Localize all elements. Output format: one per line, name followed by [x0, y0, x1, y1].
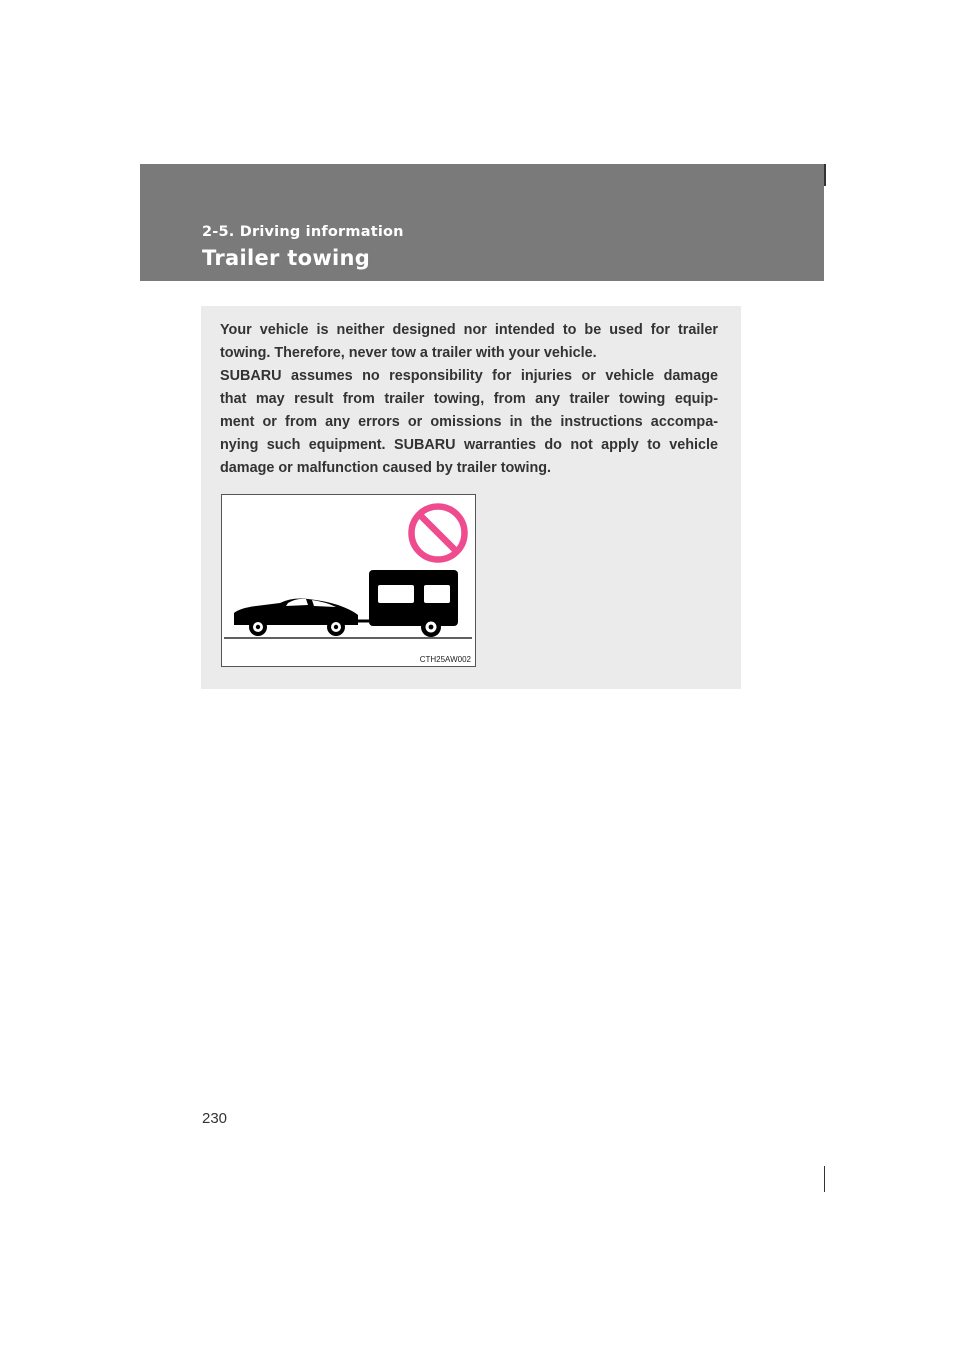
towing-illustration	[221, 494, 476, 667]
notice-line: nying such equipment. SUBARU warranties do not apply to vehicle	[220, 437, 718, 453]
notice-line: ment or from any errors or omissions in the instructions accompa-	[220, 414, 718, 430]
notice-line: towing. Therefore, never tow a trailer with your vehicle.	[220, 345, 597, 361]
car-icon	[234, 599, 372, 637]
notice-line: Your vehicle is neither designed nor intended to be used for trailer	[220, 322, 718, 338]
notice-line: damage or malfunction caused by trailer towing.	[220, 460, 552, 476]
notice-line: SUBARU assumes no responsibility for injuries or vehicle damage	[220, 368, 718, 384]
figure-code: CTH25AW002	[419, 655, 471, 664]
page-title: Trailer towing	[202, 246, 371, 270]
notice-text	[220, 319, 718, 480]
section-label: 2-5. Driving information	[202, 224, 404, 240]
page-number: 230	[202, 1110, 228, 1127]
towing-illustration-svg	[222, 495, 475, 666]
no-entry-icon	[412, 507, 465, 560]
crop-mark-top-right	[824, 164, 826, 186]
trailer-icon	[369, 570, 458, 637]
notice-line: that may result from trailer towing, from any trailer towing equip-	[220, 391, 718, 407]
crop-mark-bottom-right	[824, 1166, 825, 1192]
